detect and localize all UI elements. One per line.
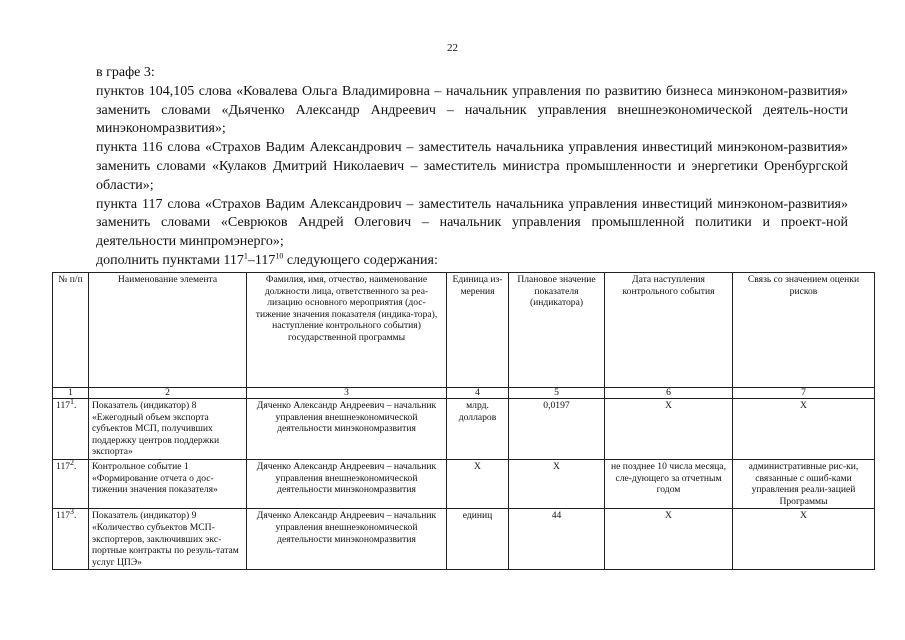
responsible-person: Дяченко Александр Андреевич – начальник управления внешнеэкономической деятельности минэкономразвития — [247, 399, 447, 460]
row-number-base: 117 — [56, 460, 71, 472]
column-number: 7 — [733, 388, 875, 399]
row-number-base: 117 — [56, 510, 71, 522]
planned-value: 44 — [509, 509, 605, 570]
unit: млрд. долларов — [447, 399, 509, 460]
table-header-row — [53, 273, 875, 388]
event-date: не позднее 10 числа месяца, сле-дующего за отчетным годом — [605, 459, 733, 508]
column-number: 2 — [89, 388, 247, 399]
responsible-person: Дяченко Александр Андреевич – начальник управления внешнеэкономической деятельности минэкономразвития — [247, 459, 447, 508]
element-name: Контрольное событие 1 «Формирование отчета о дос-тижении значения показателя» — [89, 459, 247, 508]
header-event-date: Дата наступления контрольного события — [605, 273, 733, 388]
row-number — [53, 396, 89, 460]
add-items-tail: следующего содержания: — [283, 252, 438, 268]
column-number-row — [53, 388, 875, 399]
row-number — [53, 459, 89, 508]
planned-value: Х — [509, 459, 605, 508]
header-unit: Единица из-мерения — [447, 273, 509, 388]
add-items-text: дополнить пунктами 117 — [96, 252, 244, 268]
row-number-suffix: . — [74, 510, 77, 522]
column-number: 1 — [53, 388, 89, 399]
document-body — [96, 64, 848, 271]
event-date: Х — [605, 399, 733, 460]
program-table — [52, 272, 875, 570]
header-number: № п/п — [53, 273, 89, 388]
row-number-sup: 1 — [70, 396, 75, 406]
page-number: 22 — [447, 42, 458, 54]
risk-link: административные рис-ки, связанные с ошиб-ками управления реали-зацией Программы — [733, 459, 875, 508]
table-row — [53, 459, 875, 508]
row-number-sup: 3 — [70, 507, 75, 517]
unit: единиц — [447, 509, 509, 570]
paragraph-add-items — [96, 252, 848, 271]
paragraph-column-3: в графе 3: — [96, 65, 155, 80]
unit: Х — [447, 459, 509, 508]
header-risk-link: Связь со значением оценки рисков — [733, 273, 875, 388]
column-number: 3 — [247, 388, 447, 399]
superscript: 1 — [243, 251, 248, 261]
header-planned-value: Плановое значение показателя (индикатора) — [509, 273, 605, 388]
table-row — [53, 399, 875, 460]
row-number — [53, 509, 89, 570]
row-number-suffix: . — [74, 460, 77, 472]
risk-link: Х — [733, 399, 875, 460]
add-items-range: –117 — [247, 252, 276, 268]
column-number: 5 — [509, 388, 605, 399]
column-number: 4 — [447, 388, 509, 399]
risk-link: Х — [733, 509, 875, 570]
table-row — [53, 509, 875, 570]
row-number-suffix: . — [74, 400, 77, 411]
event-date: Х — [605, 509, 733, 570]
row-number-sup: 2 — [70, 457, 75, 467]
paragraph-item-116: пункта 116 слова «Страхов Вадим Александрович – заместитель начальника управления инвестиций минэконом-развития» заменить словами «Кулаков Дмитрий Николаевич – заместитель министра промышленности и энергетики Оренбургской области»; — [96, 140, 848, 193]
row-number-base: 117 — [56, 400, 71, 411]
header-responsible-person: Фамилия, имя, отчество, наименование должности лица, ответственного за реа-лизацию основного мероприятия (дос-тижение значения показателя (индика-тора), наступление контрольного события) государственной программы — [247, 273, 447, 388]
responsible-person: Дяченко Александр Андреевич – начальник управления внешнеэкономической деятельности минэкономразвития — [247, 509, 447, 570]
column-number: 6 — [605, 388, 733, 399]
paragraph-item-117: пункта 117 слова «Страхов Вадим Александрович – заместитель начальника управления инвестиций минэконом-развития» заменить словами «Севрюков Андрей Олегович – начальник управления промышленной политики и проект-ной деятельности минпромэнерго»; — [96, 196, 848, 250]
header-element-name: Наименование элемента — [89, 273, 247, 388]
planned-value: 0,0197 — [509, 399, 605, 460]
element-name: Показатель (индикатор) 8 «Ежегодный объем экспорта субъектов МСП, получивших поддержку центров поддержки экспорта» — [89, 399, 247, 460]
element-name: Показатель (индикатор) 9 «Количество субъектов МСП-экспортеров, заключивших экс-портные контракты по резуль-татам услуг ЦПЭ» — [89, 509, 247, 570]
paragraph-items-104-105: пунктов 104,105 слова «Ковалева Ольга Владимировна – начальник управления по развитию бизнеса минэконом-развития» заменить словами «Дьяченко Александр Андреевич – начальник управления внешнеэкономической деятель-ности минэкономразвития»; — [96, 83, 848, 137]
superscript: 10 — [275, 251, 284, 261]
